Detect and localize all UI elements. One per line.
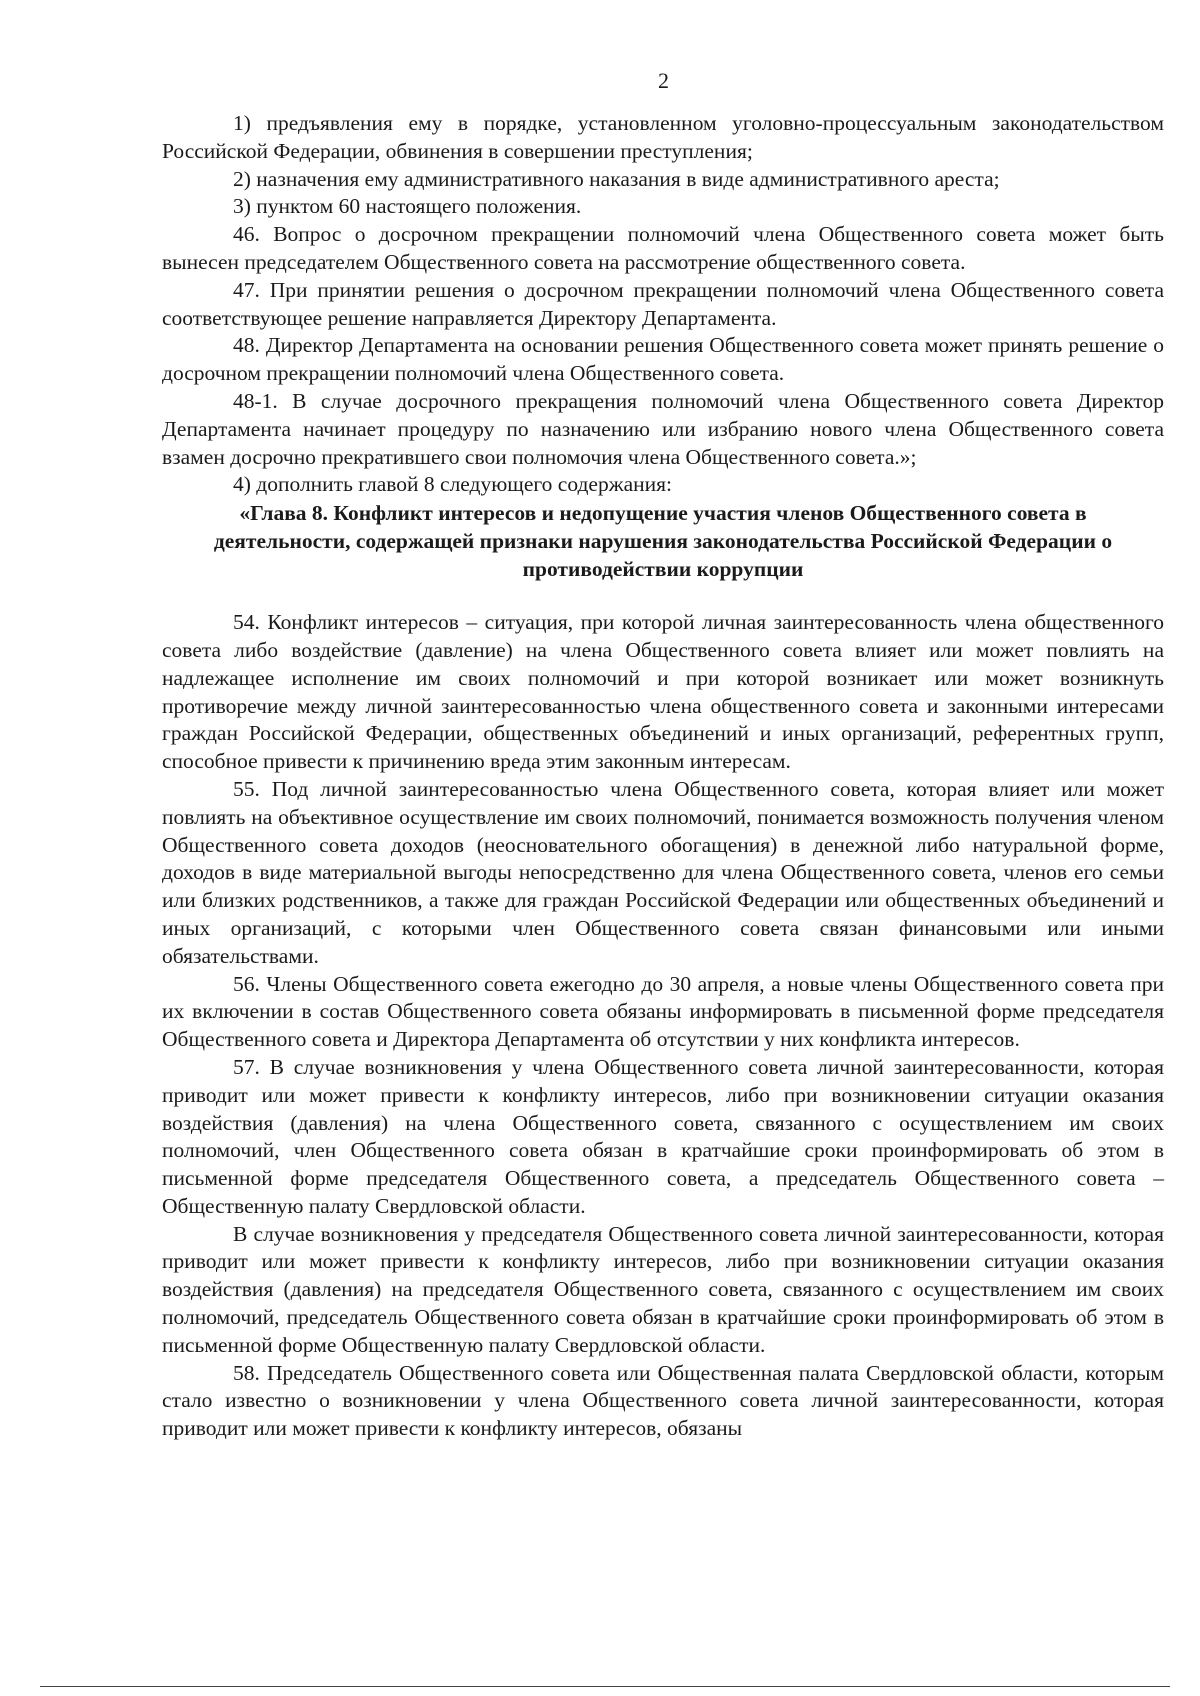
paragraph-item-3: 3) пунктом 60 настоящего положения. (233, 194, 582, 219)
page-number: 2 (658, 68, 669, 93)
paragraph-57-chair: В случае возникновения у председателя Общественного совета личной заинтересованности, которая приводит или может привести к конфликту интересов, либо при возникновении ситуации оказания воздействия (давления) на председателя Общественного совета, связанного с осуществлением им своих полномочий, председатель Общественного совета обязан в кратчайшие сроки проинформировать об этом в письменной форме Общественную палату Свердловской области. (162, 1221, 1164, 1357)
paragraph-item-1: 1) предъявления ему в порядке, установленном уголовно-процессуальным законодательством Российской Федерации, обвинения в совершении преступления; (162, 111, 1164, 163)
chapter-title: «Глава 8. Конфликт интересов и недопущение участия членов Общественного совета в деятельности, содержащей признаки нарушения законодательства Российской Федерации о противодействии коррупции (213, 501, 1113, 582)
paragraph-48: 48. Директор Департамента на основании решения Общественного совета может принять решение о досрочном прекращении полномочий члена Общественного совета. (162, 333, 1164, 386)
paragraph-item-4: 4) дополнить главой 8 следующего содержания: (233, 472, 672, 497)
paragraph-57: 57. В случае возникновения у члена Общественного совета личной заинтересованности, которая приводит или может привести к конфликту интересов, либо при возникновении ситуации оказания воздействия (давления) на члена Общественного совета, связанного с осуществлением им своих полномочий, член Общественного совета обязан в кратчайшие сроки проинформировать об этом в письменной форме председателя Общественного совета, а председатель Общественного совета – Общественную палату Свердловской области. (162, 1054, 1164, 1218)
bottom-rule (40, 1686, 1170, 1687)
paragraph-55: 55. Под личной заинтересованностью члена Общественного совета, которая влияет или может повлиять на объективное осуществление им своих полномочий, понимается возможность получения членом Общественного совета доходов (неосновательного обогащения) в денежной либо натуральной форме, доходов в виде материальной выгоды непосредственно для члена Общественного совета, членов его семьи или близких родственников, а также для граждан Российской Федерации или общественных объединений и иных организаций, с которыми член Общественного совета связан финансовыми или иными обязательствами. (162, 776, 1164, 968)
paragraph-48-1: 48-1. В случае досрочного прекращения полномочий члена Общественного совета Директор Департамента начинает процедуру по назначению или избранию нового члена Общественного совета взамен досрочно прекратившего свои полномочия члена Общественного совета.»; (162, 388, 1164, 469)
paragraph-56: 56. Члены Общественного совета ежегодно до 30 апреля, а новые члены Общественного совета при их включении в состав Общественного совета обязаны информировать в письменной форме председателя Общественного совета и Директора Департамента об отсутствии у них конфликта интересов. (162, 971, 1164, 1052)
paragraph-item-2: 2) назначения ему административного наказания в виде административного ареста; (233, 166, 1000, 191)
paragraph-46: 46. Вопрос о досрочном прекращении полномочий члена Общественного совета может быть вынесен председателем Общественного совета на рассмотрение общественного совета. (162, 222, 1164, 274)
paragraph-47: 47. При принятии решения о досрочном прекращении полномочий члена Общественного совета соответствующее решение направляется Директору Департамента. (162, 277, 1164, 330)
paragraph-54: 54. Конфликт интересов – ситуация, при которой личная заинтересованность члена общественного совета либо воздействие (давление) на члена Общественного совета влияет или может повлиять на надлежащее исполнение им своих полномочий и при которой возникает или может возникнуть противоречие между личной заинтересованностью члена общественного совета и законными интересами граждан Российской Федерации, общественных объединений и иных организаций, референтных групп, способное привести к причинению вреда этим законным интересам. (162, 610, 1164, 774)
paragraph-58: 58. Председатель Общественного совета или Общественная палата Свердловской области, которым стало известно о возникновении у члена Общественного совета личной заинтересованности, которая приводит или может привести к конфликту интересов, обязаны (162, 1360, 1164, 1441)
document-body (162, 110, 1164, 1443)
